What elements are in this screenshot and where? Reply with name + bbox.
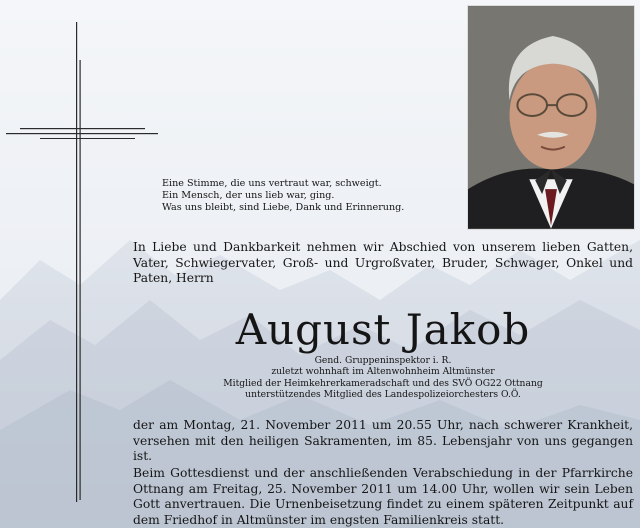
poem-line: Eine Stimme, die uns vertraut war, schweigt.: [162, 178, 382, 189]
funeral-notice: Beim Gottesdienst und der anschließenden Verabschiedung in der Pfarrkirche Ottnang am Freitag, 25. November 2011 um 14.00 Uhr, wollen wir sein Leben Gott anvertrauen. Die Urnenbeisetzung findet zu einem späteren Zeitpunkt auf dem Friedhof in Altmünster im engsten Familienkreis statt.: [133, 466, 633, 527]
poem-line: Was uns bleibt, sind Liebe, Dank und Erinnerung.: [162, 202, 405, 213]
role-line: Gend. Gruppeninspektor i. R.: [314, 355, 452, 366]
poem: [162, 178, 462, 214]
role-line: Mitglied der Heimkehrerkameradschaft und des SVÖ OG22 Ottnang: [223, 377, 543, 389]
intro-text: In Liebe und Dankbarkeit nehmen wir Abschied von unserem lieben Gatten, Vater, Schwiegervater, Groß- und Urgroßvater, Bruder, Schwager, Onkel und Paten, Herrn: [133, 240, 633, 285]
death-notice: der am Montag, 21. November 2011 um 20.55 Uhr, nach schwerer Krankheit, versehen mit den heiligen Sakramenten, im 85. Lebensjahr von uns gegangen ist.: [133, 418, 633, 463]
roles-block: [133, 355, 633, 401]
poem-line: Ein Mensch, der uns lieb war, ging.: [162, 190, 335, 201]
portrait-photo: [467, 5, 635, 230]
role-line: zuletzt wohnhaft im Altenwohnheim Altmünster: [271, 366, 495, 378]
role-line: unterstützendes Mitglied des Landespolizeiorchesters O.Ö.: [245, 389, 521, 401]
deceased-name: August Jakob: [235, 305, 531, 354]
